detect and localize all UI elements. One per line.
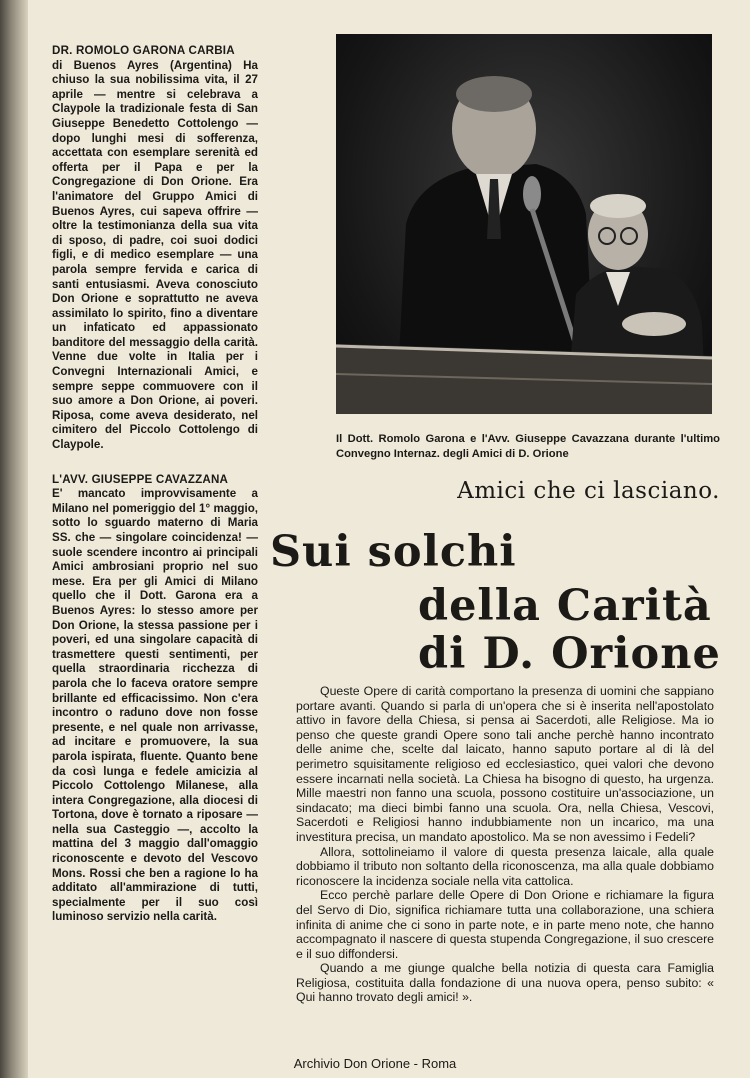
obituary-column	[52, 44, 258, 945]
obituary-garona	[52, 44, 258, 453]
page-binding-edge	[0, 0, 28, 1078]
photo-garona-cavazzana	[336, 34, 712, 414]
obituary-text: E' mancato improvvisamente a Milano nel pomeriggio del 1° maggio, sotto lo sguardo materno di Maria SS. che — singolare coincidenza! — suole scendere incontro ai principali Amici ambrosiani proprio nel suo mese. Era per gli Amici di Milano quello che il Dott. Garona era a Buenos Ayres: lo stesso amore per Don Orione, la stessa passione per i poveri, ed una singolare capacità di trasmettere questi sentimenti, per quella straordinaria ricchezza di parola che lo faceva oratore sempre brillante ed efficacissimo. Non c'era incontro o raduno dove non fosse presente, e nel quale non arrivasse, ad incitare e promuovere, la sua parola ispirata, fluente. Quanto bene da così lunga e fedele amicizia al Piccolo Cottolengo Milanese, alla intera Congregazione, alla diocesi di Tortona, dove è tornato a riposare — nella sua Casteggio —, accolto la mattina del 3 maggio dall'omaggio riconoscente e devoto del Vescovo Mons. Rossi che ben a ragione lo ha additato all'ammirazione di tutti, specialmente per il suo così luminoso servizio nella carità.	[52, 487, 258, 924]
article-kicker: Amici che ci lasciano.	[457, 478, 720, 504]
article-paragraph: Queste Opere di carità comportano la presenza di uomini che sappiano portare avanti. Quando si parla di un'opera che si è inserita nell'apostolato attivo in favore della Chiesa, si pensa ai Sacerdoti, alle Religiose. Ma io penso che queste grandi Opere sono tali anche perchè hanno incontrato delle anime che, scelte dal laicato, hanno saputo portare al di là del perimetro squisitamente religioso ed ecclesiastico, quei valori che devono essere incarnati nella società. La Chiesa ha bisogno di questo, ha urgenza. Mille maestri non fanno una scuola, possono costituire un'associazione, un sindacato; ma dieci bimbi fanno una scuola. Ora, nella Chiesa, Vescovi, Sacerdoti e Religiosi hanno indubbiamente non un incarico, ma una investitura precisa, un mandato apostolico. Ma se non avessimo i Fedeli?	[296, 684, 714, 844]
article-paragraph: Quando a me giunge qualche bella notizia di questa cara Famiglia Religiosa, costituita dalla fondazione di una nuova opera, penso subito: « Qui hanno trovato degli amici! ».	[296, 961, 714, 1005]
obituary-text: di Buenos Ayres (Argentina) Ha chiuso la sua nobilissima vita, il 27 aprile — mentre si celebrava a Claypole la tradizionale festa di San Giuseppe Benedetto Cottolengo — dopo lunghi mesi di sofferenza, accettata con esemplare serenità ed offerta per il Papa e per la Congregazione di Don Orione. Era l'animatore del Gruppo Amici di Buenos Ayres, cui sapeva offrire — oltre la testimonianza della sua vita di sposo, di padre, coi suoi dodici figli, e di medico esemplare — una parola sempre fervida e carica di santi entusiasmi. Aveva conosciuto Don Orione e soprattutto ne aveva assimilato lo spirito, fino a diventare un infaticato ed appassionato banditore del messaggio della carità. Venne due volte in Italia per i Convegni Internazionali Amici, e sempre seppe commuovere con il suo amore a Don Orione, ai poveri. Riposa, come aveva desiderato, nel cimitero del Piccolo Cottolengo di Claypole.	[52, 58, 258, 452]
article-paragraph: Allora, sottolineiamo il valore di questa presenza laicale, alla quale dobbiamo il tributo non soltanto della riconoscenza, ma alla quale dobbiamo riconoscere la incidenza sociale nella vita cattolica.	[296, 844, 714, 888]
photo-caption: Il Dott. Romolo Garona e l'Avv. Giuseppe Cavazzana durante l'ultimo Convegno Internaz. degli Amici di D. Orione	[336, 433, 720, 460]
obituary-cavazzana	[52, 473, 258, 925]
photo-illustration	[336, 34, 712, 414]
article-title-line-3: di D. Orione	[418, 629, 721, 679]
article-body	[296, 684, 714, 1005]
obituary-name: DR. ROMOLO GARONA CARBIA	[52, 44, 235, 57]
article-paragraph: Ecco perchè parlare delle Opere di Don Orione e richiamare la figura del Servo di Dio, significa richiamare tutta una collaborazione, una schiera infinita di anime che ci sono in parte note, e in parte meno note, che hanno accompagnato il nascere di questa stupenda Congregazione, il suo crescere e il suo diffondersi.	[296, 888, 714, 961]
obituary-name: L'AVV. GIUSEPPE CAVAZZANA	[52, 472, 229, 486]
archive-footer: Archivio Don Orione - Roma	[293, 1056, 457, 1071]
article-title-line-2: della Carità	[418, 581, 712, 631]
article-title-line-1: Sui solchi	[270, 527, 517, 577]
